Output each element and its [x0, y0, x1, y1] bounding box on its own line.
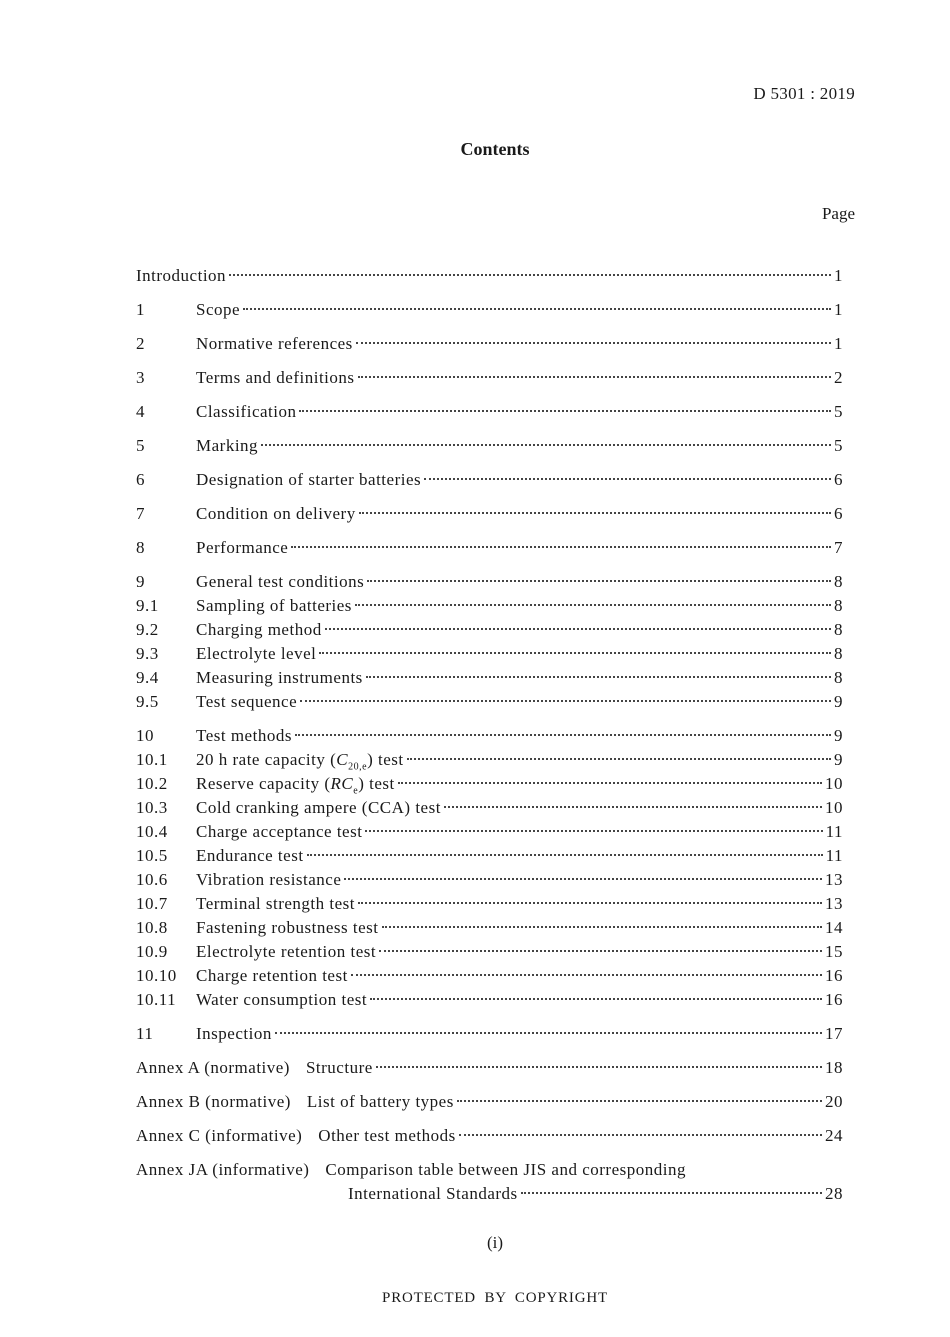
toc-entry-title: Electrolyte retention test [196, 942, 377, 961]
toc-entry-page: 9 [834, 692, 843, 711]
toc-entry-page: 1 [834, 300, 843, 319]
annex-title-line1: Comparison table between JIS and corresponding [325, 1160, 686, 1179]
footer-page-number: (i) [486, 1233, 504, 1252]
dot-leader [444, 806, 822, 808]
annex-page: 20 [825, 1092, 843, 1111]
dot-leader [261, 444, 831, 446]
dot-leader [379, 950, 822, 952]
annex-label: Annex B (normative) [136, 1092, 291, 1111]
toc-entry-title: Condition on delivery [196, 504, 356, 523]
toc-entry-number: 11 [136, 1024, 154, 1043]
toc-entry[interactable] [136, 868, 843, 892]
toc-entry-title: Electrolyte level [196, 644, 317, 663]
toc-entry-title: Sampling of batteries [196, 596, 352, 615]
toc-entry-page: 7 [834, 538, 843, 557]
toc-entry-number: 10.7 [136, 894, 168, 913]
toc-entry-number: 10.3 [136, 798, 168, 817]
toc-entry-number: 10.6 [136, 870, 168, 889]
toc-entry-title: Marking [196, 436, 259, 455]
toc-entry-number: 9.5 [136, 692, 159, 711]
toc-entry-title: Performance [196, 538, 289, 557]
toc-entry-title: Classification [196, 402, 297, 421]
copyright-notice: PROTECTED BY COPYRIGHT [382, 1290, 608, 1306]
annex-title-line2: International Standards [348, 1184, 518, 1203]
toc-entry-title: Reserve capacity $(RC_e)$ test [196, 774, 395, 797]
toc-entry-page: 8 [834, 572, 843, 591]
toc-entry-number: 1 [136, 300, 145, 319]
toc-entry-title: Fastening robustness test [196, 918, 379, 937]
toc-entry-title: Charge acceptance test [196, 822, 363, 841]
toc-entry-title: Measuring instruments [196, 668, 363, 687]
toc-entry-title: Cold cranking ampere (CCA) test [196, 798, 441, 817]
toc-entry-page: 16 [825, 966, 843, 985]
annex-label: Annex C (informative) [136, 1126, 303, 1145]
toc-entry-page: 11 [825, 846, 843, 865]
toc-entry-page: 13 [825, 870, 843, 889]
dot-leader [344, 878, 822, 880]
annex-page: 24 [825, 1126, 843, 1145]
toc-entry[interactable] [136, 570, 843, 594]
toc-entry-number: 7 [136, 504, 145, 523]
dot-leader [367, 580, 831, 582]
toc-entry[interactable] [136, 298, 843, 322]
annex-label: Annex A (normative) [136, 1058, 290, 1077]
dot-leader [358, 902, 822, 904]
toc-entry-page: 5 [834, 436, 843, 455]
dot-leader [459, 1134, 822, 1136]
toc-entry-title: Endurance test [196, 846, 304, 865]
toc-entry-page: 1 [834, 334, 843, 353]
toc-entry-number: 10 [136, 726, 154, 745]
toc-entry-page: 1 [834, 266, 843, 285]
toc-entry-page: 9 [834, 726, 843, 745]
dot-leader [370, 998, 822, 1000]
toc-entry-number: 10.9 [136, 942, 168, 961]
toc-entry-number: 10.8 [136, 918, 168, 937]
toc-entry-title: General test conditions [196, 572, 365, 591]
dot-leader [382, 926, 823, 928]
dot-leader [521, 1192, 822, 1194]
dot-leader [295, 734, 831, 736]
toc-entry-title: Introduction [136, 266, 227, 285]
toc-entry[interactable] [136, 264, 843, 288]
annex-page: 28 [825, 1184, 843, 1203]
dot-leader [457, 1100, 822, 1102]
toc-entry[interactable] [136, 724, 843, 748]
toc-entry-page: 6 [834, 470, 843, 489]
toc-entry[interactable] [136, 820, 843, 844]
toc-entry-number: 2 [136, 334, 145, 353]
dot-leader [275, 1032, 822, 1034]
toc-entry-title: Water consumption test [196, 990, 368, 1009]
toc-entry-title: Terms and definitions [196, 368, 355, 387]
toc-entry-number: 8 [136, 538, 145, 557]
dot-leader [243, 308, 831, 310]
toc-entry-page: 10 [825, 798, 843, 817]
toc-entry[interactable] [136, 618, 843, 642]
toc-entry-page: 8 [834, 644, 843, 663]
dot-leader [358, 376, 831, 378]
toc-entry-number: 3 [136, 368, 145, 387]
toc-entry-title: 20 h rate capacity $(C_{20,e})$ test [196, 750, 404, 773]
toc-entry-page: 11 [825, 822, 843, 841]
dot-leader [229, 274, 831, 276]
toc-entry[interactable] [136, 642, 843, 666]
toc-entry-number: 10.1 [136, 750, 168, 769]
annex-ja-entry[interactable] [136, 1158, 843, 1206]
toc-entry-page: 2 [834, 368, 843, 387]
annex-title: List of battery types [306, 1092, 454, 1111]
dot-leader [299, 410, 831, 412]
dot-leader [366, 676, 831, 678]
toc-entry-title: Test methods [196, 726, 292, 745]
toc-entry-title: Normative references [196, 334, 353, 353]
toc-entry-page: 16 [825, 990, 843, 1009]
dot-leader [325, 628, 831, 630]
annex-title: Structure [305, 1058, 373, 1077]
annex-entry[interactable] [136, 1124, 843, 1148]
dot-leader [359, 512, 831, 514]
dot-leader [307, 854, 823, 856]
dot-leader [319, 652, 831, 654]
toc-entry-number: 9.3 [136, 644, 159, 663]
toc-entry-number: 10.4 [136, 822, 168, 841]
dot-leader [398, 782, 822, 784]
annex-label: Annex JA (informative) [136, 1160, 310, 1179]
toc-entry-number: 5 [136, 436, 145, 455]
toc-entry-number: 4 [136, 402, 145, 421]
toc-entry[interactable] [136, 916, 843, 940]
toc-entry[interactable] [136, 400, 843, 424]
toc-entry[interactable] [136, 332, 843, 356]
toc-entry-number: 9 [136, 572, 145, 591]
toc-entry-page: 14 [825, 918, 843, 937]
toc-entry-number: 10.11 [136, 990, 177, 1009]
toc-entry-number: 10.2 [136, 774, 168, 793]
toc-entry[interactable] [136, 468, 843, 492]
toc-entry-number: 10.5 [136, 846, 168, 865]
toc-entry[interactable] [136, 772, 843, 796]
toc-entry-title: Inspection [196, 1024, 272, 1043]
toc-entry-number: 9.1 [136, 596, 159, 615]
toc-entry-page: 10 [825, 774, 843, 793]
dot-leader [300, 700, 831, 702]
toc-entry-page: 8 [834, 596, 843, 615]
toc-entry[interactable] [136, 748, 843, 772]
toc-entry-title: Designation of starter batteries [196, 470, 422, 489]
toc-entry[interactable] [136, 502, 843, 526]
dot-leader [355, 604, 831, 606]
toc-entry[interactable] [136, 892, 843, 916]
toc-entry[interactable] [136, 844, 843, 868]
toc-entry[interactable] [136, 594, 843, 618]
dot-leader [351, 974, 822, 976]
annex-page: 18 [825, 1058, 843, 1077]
toc-entry-title: Terminal strength test [196, 894, 355, 913]
contents-title: Contents [460, 139, 530, 159]
dot-leader [356, 342, 831, 344]
dot-leader [407, 758, 831, 760]
toc-entry[interactable] [136, 796, 843, 820]
toc-entry-title: Scope [196, 300, 241, 319]
toc-entry-title: Charge retention test [196, 966, 348, 985]
toc-entry[interactable] [136, 1022, 843, 1046]
toc-entry-page: 15 [825, 942, 843, 961]
toc-entry[interactable] [136, 434, 843, 458]
toc-entry[interactable] [136, 366, 843, 390]
dot-leader [365, 830, 822, 832]
toc-entry-title: Charging method [196, 620, 322, 639]
toc-entry[interactable] [136, 940, 843, 964]
toc-entry-number: 10.10 [136, 966, 177, 985]
annex-entry[interactable] [136, 1090, 843, 1114]
toc-entry[interactable] [136, 964, 843, 988]
toc-entry-page: 8 [834, 668, 843, 687]
toc-entry-page: 6 [834, 504, 843, 523]
toc-entry-title: Test sequence [196, 692, 298, 711]
toc-entry[interactable] [136, 988, 843, 1012]
toc-entry-page: 8 [834, 620, 843, 639]
dot-leader [291, 546, 831, 548]
toc-entry-number: 6 [136, 470, 145, 489]
toc-entry[interactable] [136, 690, 843, 714]
toc-entry-title: Vibration resistance [196, 870, 342, 889]
toc-entry-number: 9.2 [136, 620, 159, 639]
table-of-contents [136, 264, 843, 1206]
annex-title: Other test methods [318, 1126, 456, 1145]
toc-entry[interactable] [136, 536, 843, 560]
page-column-header: Page [821, 204, 855, 223]
document-number: D 5301 : 2019 [753, 84, 855, 103]
toc-entry-number: 9.4 [136, 668, 159, 687]
toc-entry-page: 9 [834, 750, 843, 769]
toc-entry-page: 17 [825, 1024, 843, 1043]
toc-entry[interactable] [136, 666, 843, 690]
dot-leader [424, 478, 831, 480]
annex-entry[interactable] [136, 1056, 843, 1080]
toc-entry-page: 5 [834, 402, 843, 421]
toc-entry-page: 13 [825, 894, 843, 913]
dot-leader [376, 1066, 822, 1068]
